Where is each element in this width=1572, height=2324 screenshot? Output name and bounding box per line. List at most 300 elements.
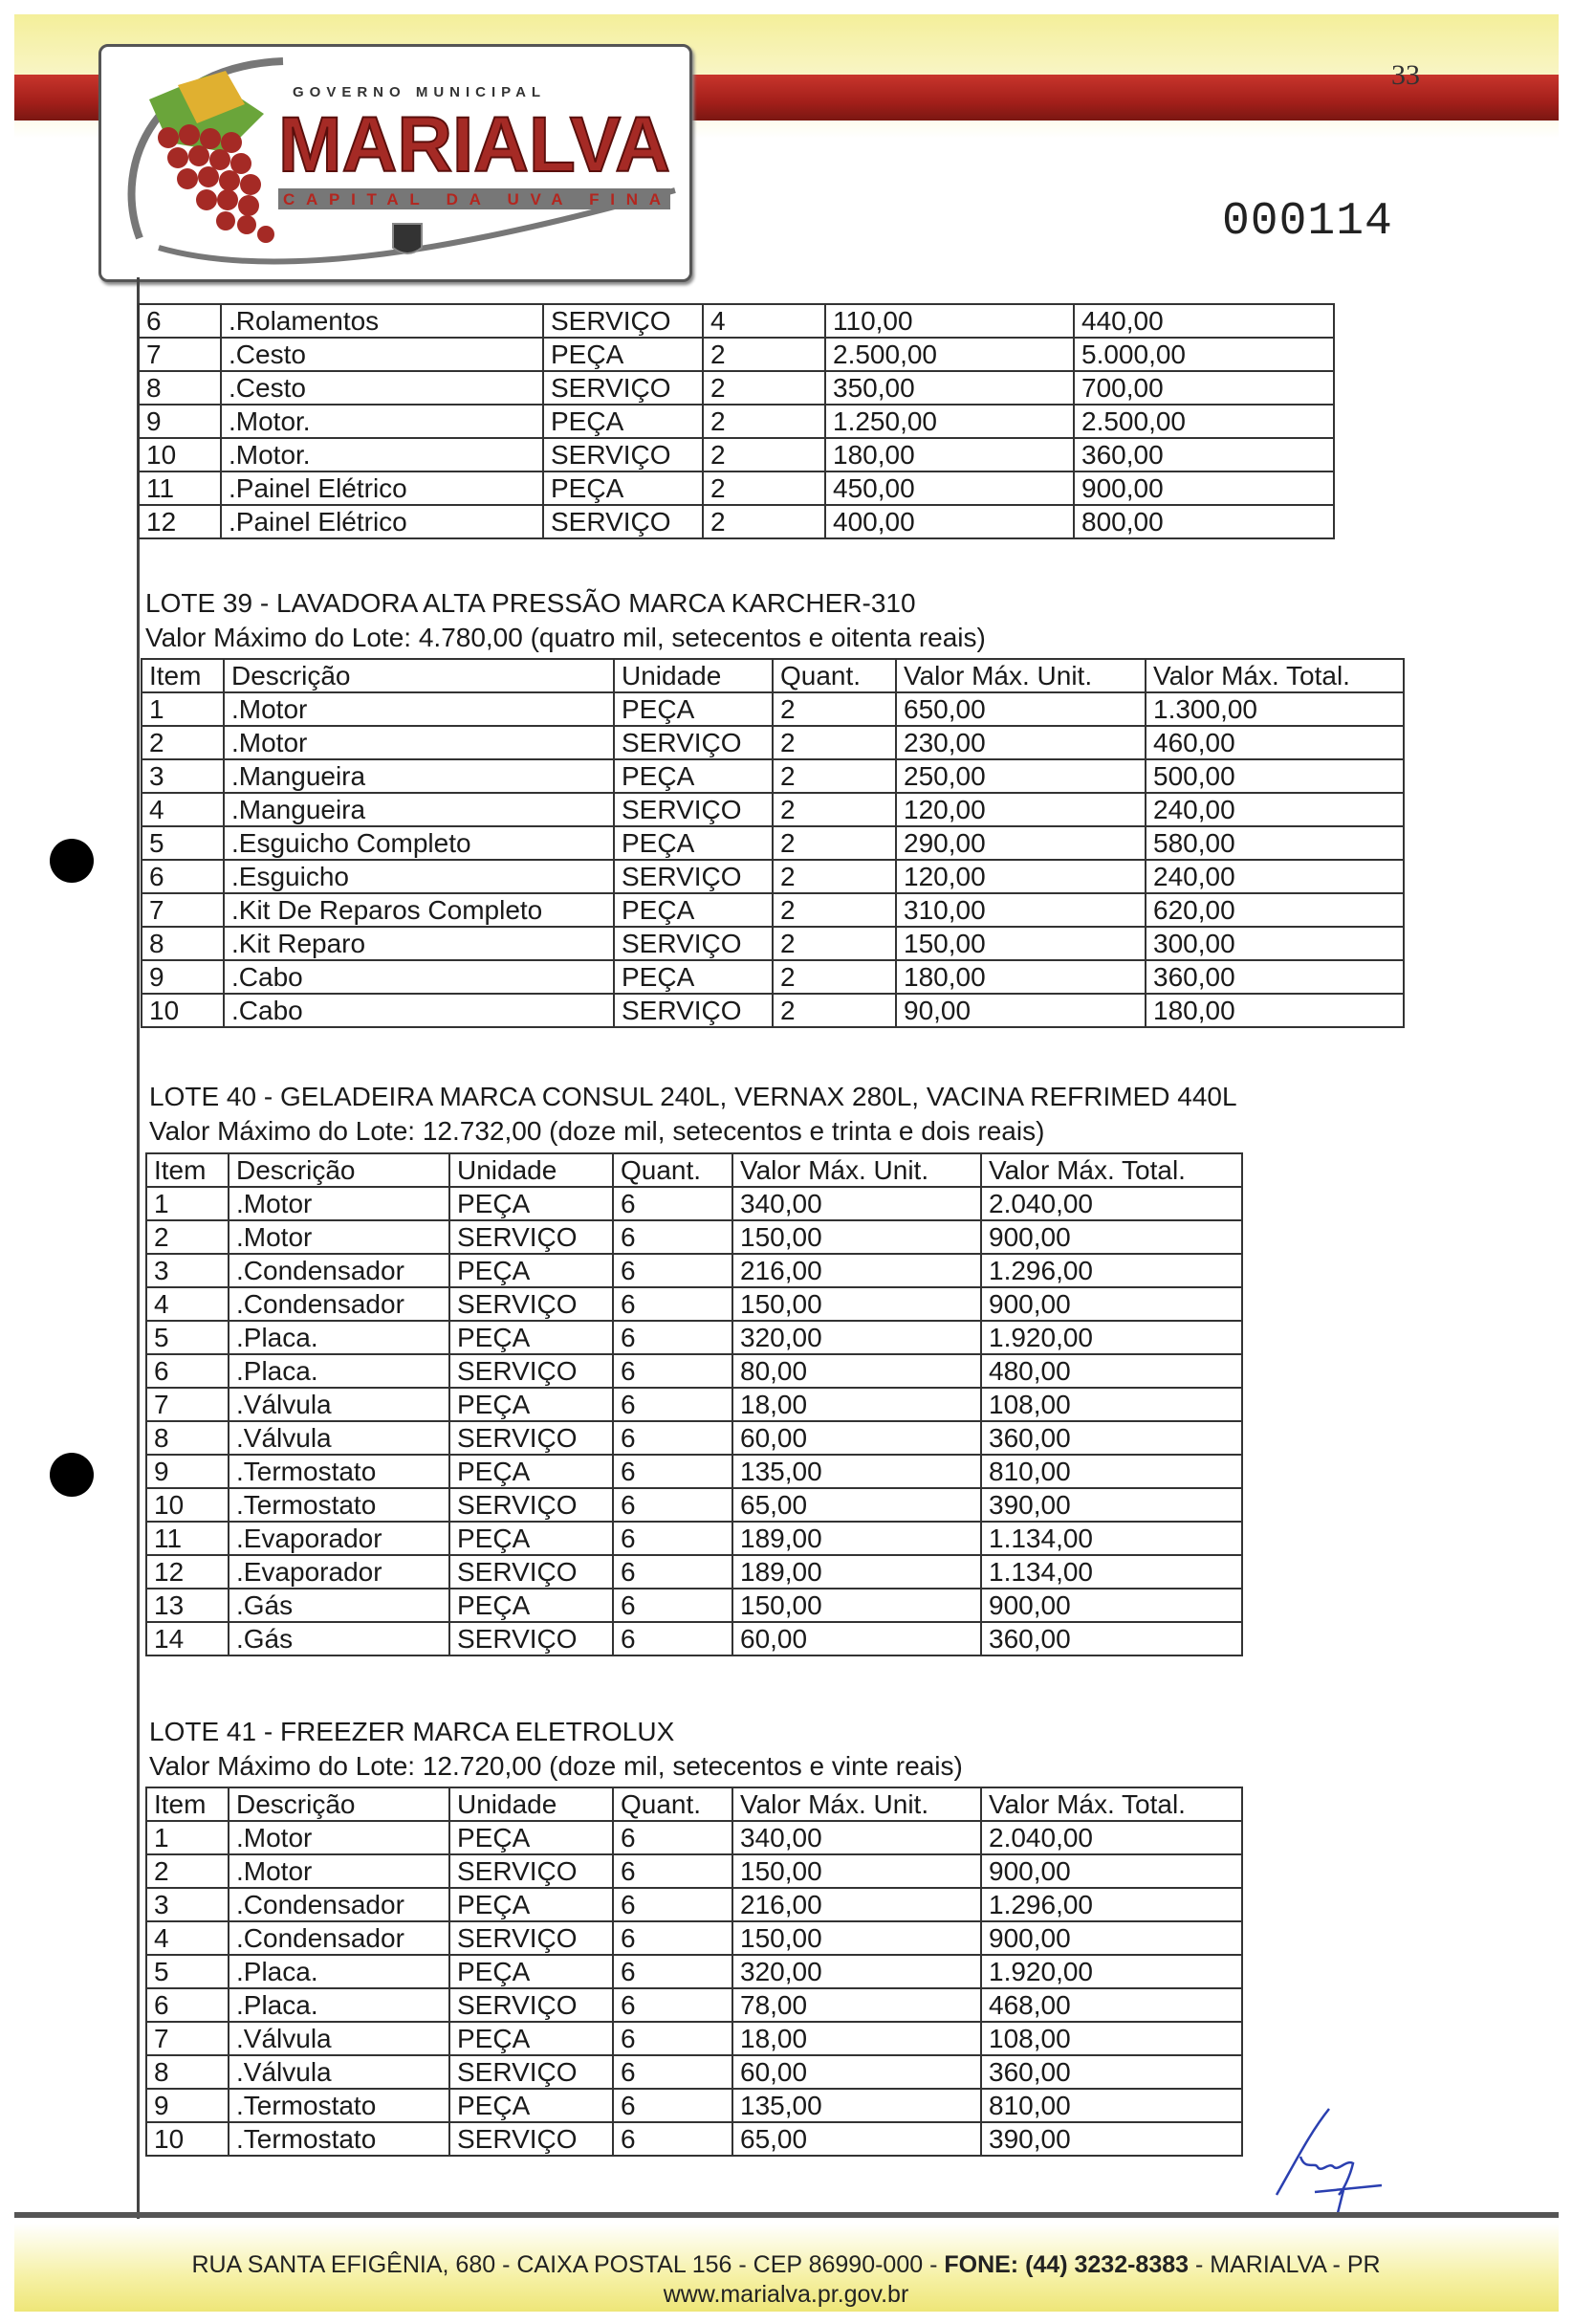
- unit-value-cell: 150,00: [732, 1589, 981, 1622]
- table-row: [146, 1821, 1242, 1854]
- description-cell: .Válvula: [229, 2022, 449, 2055]
- column-header: Quant.: [613, 1153, 732, 1187]
- quantity-cell: 2: [703, 405, 825, 438]
- table-row: [146, 1622, 1242, 1655]
- unit-cell: SERVIÇO: [614, 726, 773, 759]
- unit-cell: SERVIÇO: [543, 505, 703, 538]
- punch-hole: [50, 1453, 94, 1497]
- total-value-cell: 108,00: [981, 1388, 1242, 1421]
- lote-39-title: LOTE 39 - LAVADORA ALTA PRESSÃO MARCA KARCHER-310: [145, 588, 916, 618]
- unit-value-cell: 650,00: [896, 692, 1146, 726]
- item-cell: 11: [139, 471, 221, 505]
- description-cell: .Placa.: [229, 1354, 449, 1388]
- table-row: [146, 1888, 1242, 1921]
- quantity-cell: 6: [613, 1921, 732, 1955]
- item-cell: 12: [139, 505, 221, 538]
- item-cell: 9: [142, 960, 224, 994]
- unit-value-cell: 450,00: [825, 471, 1074, 505]
- table-row: [146, 1589, 1242, 1622]
- table-row: [146, 1287, 1242, 1321]
- table-row: [146, 1321, 1242, 1354]
- column-header: Valor Máx. Unit.: [732, 1153, 981, 1187]
- quantity-cell: 6: [613, 1220, 732, 1254]
- unit-cell: SERVIÇO: [449, 1921, 613, 1955]
- quantity-cell: 2: [703, 338, 825, 371]
- quantity-cell: 2: [773, 860, 896, 893]
- item-cell: 10: [139, 438, 221, 471]
- unit-value-cell: 216,00: [732, 1254, 981, 1287]
- unit-value-cell: 78,00: [732, 1988, 981, 2022]
- unit-value-cell: 135,00: [732, 2089, 981, 2122]
- quantity-cell: 2: [773, 726, 896, 759]
- description-cell: .Esguicho: [224, 860, 614, 893]
- description-cell: .Evaporador: [229, 1522, 449, 1555]
- unit-cell: SERVIÇO: [449, 1988, 613, 2022]
- description-cell: .Cabo: [224, 994, 614, 1027]
- total-value-cell: 300,00: [1146, 927, 1404, 960]
- quantity-cell: 2: [703, 505, 825, 538]
- total-value-cell: 800,00: [1074, 505, 1334, 538]
- unit-cell: SERVIÇO: [614, 994, 773, 1027]
- unit-value-cell: 340,00: [732, 1821, 981, 1854]
- item-cell: 6: [142, 860, 224, 893]
- unit-value-cell: 216,00: [732, 1888, 981, 1921]
- unit-cell: PEÇA: [449, 1589, 613, 1622]
- total-value-cell: 180,00: [1146, 994, 1404, 1027]
- table-row: [146, 2022, 1242, 2055]
- table-row: [139, 371, 1334, 405]
- table-row: [146, 1488, 1242, 1522]
- unit-cell: SERVIÇO: [449, 1421, 613, 1455]
- total-value-cell: 900,00: [981, 1589, 1242, 1622]
- marialva-logo: [98, 44, 692, 282]
- item-cell: 8: [146, 1421, 229, 1455]
- total-value-cell: 468,00: [981, 1988, 1242, 2022]
- unit-value-cell: 65,00: [732, 1488, 981, 1522]
- total-value-cell: 1.134,00: [981, 1555, 1242, 1589]
- lote-41-title: LOTE 41 - FREEZER MARCA ELETROLUX: [149, 1717, 675, 1746]
- total-value-cell: 360,00: [1146, 960, 1404, 994]
- table-row: [142, 759, 1404, 793]
- lote-39-table: [141, 658, 1405, 1028]
- table-row: [139, 338, 1334, 371]
- item-cell: 8: [146, 2055, 229, 2089]
- table-row: [146, 1555, 1242, 1589]
- total-value-cell: 900,00: [1074, 471, 1334, 505]
- total-value-cell: 2.040,00: [981, 1187, 1242, 1220]
- unit-value-cell: 110,00: [825, 304, 1074, 338]
- quantity-cell: 6: [613, 1854, 732, 1888]
- unit-cell: SERVIÇO: [614, 860, 773, 893]
- unit-cell: SERVIÇO: [614, 927, 773, 960]
- table-row: [146, 1955, 1242, 1988]
- description-cell: .Termostato: [229, 1488, 449, 1522]
- quantity-cell: 6: [613, 1589, 732, 1622]
- unit-value-cell: 18,00: [732, 1388, 981, 1421]
- item-cell: 3: [146, 1888, 229, 1921]
- table-header-row: [142, 659, 1404, 692]
- table-row: [142, 826, 1404, 860]
- item-cell: 4: [146, 1921, 229, 1955]
- description-cell: .Painel Elétrico: [221, 505, 543, 538]
- unit-value-cell: 60,00: [732, 1622, 981, 1655]
- table-row: [146, 1421, 1242, 1455]
- table-row: [146, 2055, 1242, 2089]
- unit-value-cell: 120,00: [896, 860, 1146, 893]
- unit-cell: SERVIÇO: [449, 1555, 613, 1589]
- column-header: Valor Máx. Unit.: [732, 1787, 981, 1821]
- table-row: [142, 692, 1404, 726]
- total-value-cell: 900,00: [981, 1220, 1242, 1254]
- unit-value-cell: 230,00: [896, 726, 1146, 759]
- lote-41-max-value: Valor Máximo do Lote: 12.720,00 (doze mil, setecentos e vinte reais): [149, 1751, 963, 1781]
- unit-value-cell: 60,00: [732, 1421, 981, 1455]
- item-cell: 7: [142, 893, 224, 927]
- item-cell: 5: [142, 826, 224, 860]
- item-cell: 14: [146, 1622, 229, 1655]
- total-value-cell: 440,00: [1074, 304, 1334, 338]
- table-row: [146, 2089, 1242, 2122]
- total-value-cell: 360,00: [981, 2055, 1242, 2089]
- unit-value-cell: 18,00: [732, 2022, 981, 2055]
- total-value-cell: 500,00: [1146, 759, 1404, 793]
- unit-cell: PEÇA: [449, 1821, 613, 1854]
- table-row: [139, 505, 1334, 538]
- table-row: [142, 793, 1404, 826]
- unit-cell: PEÇA: [614, 826, 773, 860]
- table-row: [146, 1455, 1242, 1488]
- quantity-cell: 2: [703, 438, 825, 471]
- unit-cell: PEÇA: [449, 1254, 613, 1287]
- item-cell: 11: [146, 1522, 229, 1555]
- table-row: [142, 927, 1404, 960]
- quantity-cell: 2: [773, 994, 896, 1027]
- table-header-row: [146, 1787, 1242, 1821]
- unit-value-cell: 350,00: [825, 371, 1074, 405]
- column-header: Valor Máx. Total.: [1146, 659, 1404, 692]
- description-cell: .Motor: [229, 1821, 449, 1854]
- item-cell: 3: [142, 759, 224, 793]
- unit-value-cell: 189,00: [732, 1522, 981, 1555]
- item-cell: 10: [146, 1488, 229, 1522]
- footer-address-line: [0, 2251, 1572, 2279]
- unit-cell: SERVIÇO: [543, 371, 703, 405]
- description-cell: .Motor.: [221, 405, 543, 438]
- total-value-cell: 240,00: [1146, 860, 1404, 893]
- total-value-cell: 900,00: [981, 1854, 1242, 1888]
- unit-cell: SERVIÇO: [614, 793, 773, 826]
- footer-address: RUA SANTA EFIGÊNIA, 680 - CAIXA POSTAL 156 - CEP 86990-000 -: [191, 2251, 945, 2278]
- quantity-cell: 6: [613, 1388, 732, 1421]
- table-row: [142, 960, 1404, 994]
- item-cell: 10: [146, 2122, 229, 2156]
- unit-value-cell: 320,00: [732, 1321, 981, 1354]
- table-row: [146, 1522, 1242, 1555]
- quantity-cell: 6: [613, 1522, 732, 1555]
- description-cell: .Rolamentos: [221, 304, 543, 338]
- column-header: Unidade: [449, 1153, 613, 1187]
- unit-value-cell: 189,00: [732, 1555, 981, 1589]
- description-cell: .Esguicho Completo: [224, 826, 614, 860]
- table-row: [139, 304, 1334, 338]
- unit-cell: PEÇA: [614, 960, 773, 994]
- table-row: [146, 1187, 1242, 1220]
- logo-top-text: GOVERNO MUNICIPAL: [293, 84, 547, 100]
- description-cell: .Placa.: [229, 1988, 449, 2022]
- total-value-cell: 1.920,00: [981, 1321, 1242, 1354]
- column-header: Item: [146, 1787, 229, 1821]
- unit-cell: PEÇA: [449, 1888, 613, 1921]
- total-value-cell: 360,00: [981, 1421, 1242, 1455]
- quantity-cell: 6: [613, 1955, 732, 1988]
- column-header: Quant.: [613, 1787, 732, 1821]
- item-cell: 5: [146, 1321, 229, 1354]
- table-row: [146, 1388, 1242, 1421]
- total-value-cell: 390,00: [981, 1488, 1242, 1522]
- unit-cell: PEÇA: [614, 692, 773, 726]
- item-cell: 5: [146, 1955, 229, 1988]
- total-value-cell: 2.040,00: [981, 1821, 1242, 1854]
- unit-cell: SERVIÇO: [543, 438, 703, 471]
- svg-text:MARIALVA: MARIALVA: [278, 101, 670, 188]
- description-cell: .Mangueira: [224, 793, 614, 826]
- description-cell: .Cabo: [224, 960, 614, 994]
- table-row: [146, 1220, 1242, 1254]
- unit-cell: PEÇA: [543, 405, 703, 438]
- item-cell: 9: [146, 1455, 229, 1488]
- total-value-cell: 580,00: [1146, 826, 1404, 860]
- quantity-cell: 2: [703, 471, 825, 505]
- unit-value-cell: 150,00: [896, 927, 1146, 960]
- quantity-cell: 6: [613, 2089, 732, 2122]
- unit-value-cell: 320,00: [732, 1955, 981, 1988]
- quantity-cell: 2: [773, 793, 896, 826]
- description-cell: .Kit De Reparos Completo: [224, 893, 614, 927]
- unit-value-cell: 2.500,00: [825, 338, 1074, 371]
- lote-40-table: [145, 1152, 1243, 1656]
- description-cell: .Cesto: [221, 338, 543, 371]
- description-cell: .Kit Reparo: [224, 927, 614, 960]
- unit-value-cell: 340,00: [732, 1187, 981, 1220]
- description-cell: .Motor: [229, 1220, 449, 1254]
- description-cell: .Condensador: [229, 1921, 449, 1955]
- table-row: [142, 994, 1404, 1027]
- total-value-cell: 700,00: [1074, 371, 1334, 405]
- item-cell: 6: [146, 1988, 229, 2022]
- unit-cell: PEÇA: [449, 1955, 613, 1988]
- quantity-cell: 6: [613, 1321, 732, 1354]
- quantity-cell: 6: [613, 2022, 732, 2055]
- total-value-cell: 1.296,00: [981, 1888, 1242, 1921]
- total-value-cell: 5.000,00: [1074, 338, 1334, 371]
- total-value-cell: 2.500,00: [1074, 405, 1334, 438]
- column-header: Valor Máx. Total.: [981, 1787, 1242, 1821]
- description-cell: .Motor: [229, 1187, 449, 1220]
- description-cell: .Condensador: [229, 1287, 449, 1321]
- total-value-cell: 810,00: [981, 2089, 1242, 2122]
- item-cell: 3: [146, 1254, 229, 1287]
- total-value-cell: 1.296,00: [981, 1254, 1242, 1287]
- unit-cell: SERVIÇO: [449, 1622, 613, 1655]
- description-cell: .Gás: [229, 1589, 449, 1622]
- item-cell: 2: [146, 1854, 229, 1888]
- item-cell: 8: [142, 927, 224, 960]
- total-value-cell: 240,00: [1146, 793, 1404, 826]
- item-cell: 1: [142, 692, 224, 726]
- description-cell: .Painel Elétrico: [221, 471, 543, 505]
- footer-phone: FONE: (44) 3232-8383: [944, 2251, 1190, 2278]
- column-header: Descrição: [229, 1787, 449, 1821]
- column-header: Valor Máx. Unit.: [896, 659, 1146, 692]
- total-value-cell: 810,00: [981, 1455, 1242, 1488]
- quantity-cell: 6: [613, 1421, 732, 1455]
- quantity-cell: 6: [613, 1354, 732, 1388]
- unit-cell: SERVIÇO: [449, 1354, 613, 1388]
- quantity-cell: 2: [773, 759, 896, 793]
- quantity-cell: 6: [613, 1888, 732, 1921]
- item-cell: 10: [142, 994, 224, 1027]
- column-header: Quant.: [773, 659, 896, 692]
- unit-value-cell: 180,00: [825, 438, 1074, 471]
- quantity-cell: 6: [613, 1988, 732, 2022]
- table-row: [142, 893, 1404, 927]
- quantity-cell: 6: [613, 1555, 732, 1589]
- item-cell: 4: [142, 793, 224, 826]
- item-cell: 6: [146, 1354, 229, 1388]
- unit-cell: SERVIÇO: [449, 2055, 613, 2089]
- item-cell: 2: [142, 726, 224, 759]
- quantity-cell: 2: [773, 960, 896, 994]
- description-cell: .Placa.: [229, 1955, 449, 1988]
- description-cell: .Motor: [224, 692, 614, 726]
- total-value-cell: 460,00: [1146, 726, 1404, 759]
- description-cell: .Evaporador: [229, 1555, 449, 1589]
- column-header: Valor Máx. Total.: [981, 1153, 1242, 1187]
- footer-website[interactable]: www.marialva.pr.gov.br: [663, 2281, 909, 2308]
- item-cell: 4: [146, 1287, 229, 1321]
- unit-cell: PEÇA: [449, 1388, 613, 1421]
- unit-value-cell: 150,00: [732, 1921, 981, 1955]
- continuation-table: [138, 303, 1335, 539]
- quantity-cell: 6: [613, 1287, 732, 1321]
- unit-value-cell: 180,00: [896, 960, 1146, 994]
- unit-cell: SERVIÇO: [449, 1854, 613, 1888]
- item-cell: 7: [146, 2022, 229, 2055]
- description-cell: .Termostato: [229, 2089, 449, 2122]
- unit-value-cell: 60,00: [732, 2055, 981, 2089]
- unit-cell: SERVIÇO: [449, 2122, 613, 2156]
- quantity-cell: 2: [773, 927, 896, 960]
- total-value-cell: 1.134,00: [981, 1522, 1242, 1555]
- table-row: [146, 1254, 1242, 1287]
- table-row: [146, 2122, 1242, 2156]
- unit-cell: PEÇA: [614, 893, 773, 927]
- unit-cell: PEÇA: [449, 1321, 613, 1354]
- description-cell: .Válvula: [229, 1421, 449, 1455]
- table-row: [146, 1988, 1242, 2022]
- description-cell: .Motor: [229, 1854, 449, 1888]
- quantity-cell: 2: [703, 371, 825, 405]
- lote-41-table: [145, 1787, 1243, 2157]
- item-cell: 13: [146, 1589, 229, 1622]
- total-value-cell: 360,00: [981, 1622, 1242, 1655]
- total-value-cell: 1.920,00: [981, 1955, 1242, 1988]
- table-row: [142, 726, 1404, 759]
- item-cell: 1: [146, 1821, 229, 1854]
- column-header: Item: [146, 1153, 229, 1187]
- quantity-cell: 2: [773, 893, 896, 927]
- signature: [1262, 2104, 1406, 2219]
- quantity-cell: 6: [613, 1488, 732, 1522]
- quantity-cell: 6: [613, 2122, 732, 2156]
- column-header: Descrição: [229, 1153, 449, 1187]
- description-cell: .Motor: [224, 726, 614, 759]
- unit-value-cell: 150,00: [732, 1287, 981, 1321]
- table-row: [146, 1921, 1242, 1955]
- left-margin-line: [137, 277, 140, 2219]
- description-cell: .Condensador: [229, 1254, 449, 1287]
- lote-39-max-value: Valor Máximo do Lote: 4.780,00 (quatro mil, setecentos e oitenta reais): [145, 623, 986, 652]
- item-cell: 1: [146, 1187, 229, 1220]
- description-cell: .Condensador: [229, 1888, 449, 1921]
- item-cell: 8: [139, 371, 221, 405]
- quantity-cell: 2: [773, 692, 896, 726]
- unit-cell: SERVIÇO: [449, 1287, 613, 1321]
- lote-40-title: LOTE 40 - GELADEIRA MARCA CONSUL 240L, VERNAX 280L, VACINA REFRIMED 440L: [149, 1082, 1237, 1111]
- item-cell: 6: [139, 304, 221, 338]
- total-value-cell: 108,00: [981, 2022, 1242, 2055]
- unit-cell: PEÇA: [614, 759, 773, 793]
- quantity-cell: 6: [613, 1254, 732, 1287]
- footer-divider: [14, 2212, 1559, 2218]
- unit-value-cell: 250,00: [896, 759, 1146, 793]
- total-value-cell: 360,00: [1074, 438, 1334, 471]
- unit-value-cell: 90,00: [896, 994, 1146, 1027]
- unit-cell: SERVIÇO: [543, 304, 703, 338]
- table-row: [139, 438, 1334, 471]
- item-cell: 9: [146, 2089, 229, 2122]
- unit-cell: PEÇA: [449, 1455, 613, 1488]
- unit-value-cell: 135,00: [732, 1455, 981, 1488]
- quantity-cell: 6: [613, 1187, 732, 1220]
- total-value-cell: 390,00: [981, 2122, 1242, 2156]
- unit-value-cell: 1.250,00: [825, 405, 1074, 438]
- column-header: Unidade: [614, 659, 773, 692]
- table-row: [146, 1854, 1242, 1888]
- unit-value-cell: 150,00: [732, 1220, 981, 1254]
- description-cell: .Cesto: [221, 371, 543, 405]
- total-value-cell: 900,00: [981, 1287, 1242, 1321]
- quantity-cell: 6: [613, 1622, 732, 1655]
- description-cell: .Termostato: [229, 2122, 449, 2156]
- footer-city: - MARIALVA - PR: [1189, 2251, 1381, 2278]
- table-row: [139, 471, 1334, 505]
- quantity-cell: 6: [613, 2055, 732, 2089]
- unit-cell: PEÇA: [543, 471, 703, 505]
- quantity-cell: 6: [613, 1821, 732, 1854]
- item-cell: 9: [139, 405, 221, 438]
- unit-value-cell: 80,00: [732, 1354, 981, 1388]
- unit-value-cell: 310,00: [896, 893, 1146, 927]
- unit-value-cell: 150,00: [732, 1854, 981, 1888]
- description-cell: .Motor.: [221, 438, 543, 471]
- total-value-cell: 900,00: [981, 1921, 1242, 1955]
- unit-value-cell: 120,00: [896, 793, 1146, 826]
- lote-40-max-value: Valor Máximo do Lote: 12.732,00 (doze mil, setecentos e trinta e dois reais): [149, 1116, 1045, 1146]
- document-number: 000114: [1222, 196, 1393, 248]
- column-header: Unidade: [449, 1787, 613, 1821]
- item-cell: 12: [146, 1555, 229, 1589]
